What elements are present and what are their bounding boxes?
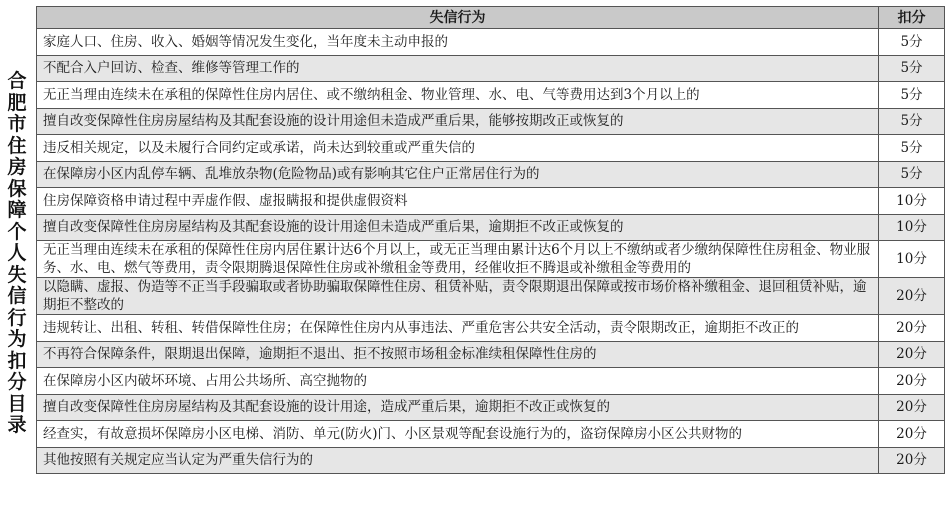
table-row — [37, 82, 945, 109]
table-row — [37, 421, 945, 448]
side-title-char: 障 — [7, 199, 27, 222]
side-title-char: 市 — [7, 113, 27, 136]
behavior-cell: 在保障房小区内破坏环境、占用公共场所、高空抛物的 — [37, 368, 879, 395]
table-row — [37, 214, 945, 241]
points-cell: 20分 — [879, 368, 945, 395]
header-behavior: 失信行为 — [37, 7, 879, 29]
points-cell: 20分 — [879, 278, 945, 315]
behavior-cell: 擅自改变保障性住房房屋结构及其配套设施的设计用途，造成严重后果，逾期拒不改正或恢复的 — [37, 394, 879, 421]
table-header-row — [37, 7, 945, 29]
side-title-char: 保 — [7, 177, 27, 200]
side-title-char: 合 — [7, 70, 27, 93]
side-title-char: 人 — [7, 242, 27, 265]
table-row — [37, 315, 945, 342]
points-cell: 5分 — [879, 29, 945, 56]
table-row — [37, 108, 945, 135]
side-title-char: 个 — [7, 220, 27, 243]
behavior-cell: 以隐瞒、虚报、伪造等不正当手段骗取或者协助骗取保障性住房、租赁补贴，责令限期退出保障或按市场价格补缴租金、退回租赁补贴，逾期拒不整改的 — [37, 278, 879, 315]
behavior-cell: 不再符合保障条件，限期退出保障，逾期拒不退出、拒不按照市场租金标准续租保障性住房的 — [37, 341, 879, 368]
points-cell: 10分 — [879, 214, 945, 241]
behavior-cell: 在保障房小区内乱停车辆、乱堆放杂物(危险物品)或有影响其它住户正常居住行为的 — [37, 161, 879, 188]
points-cell: 20分 — [879, 447, 945, 474]
behavior-cell: 家庭人口、住房、收入、婚姻等情况发生变化，当年度未主动申报的 — [37, 29, 879, 56]
side-title-char: 分 — [7, 371, 27, 394]
behavior-cell: 住房保障资格申请过程中弄虚作假、虚报瞒报和提供虚假资料 — [37, 188, 879, 215]
side-title-char: 失 — [7, 263, 27, 286]
table-row — [37, 29, 945, 56]
table-body — [37, 29, 945, 474]
side-title-char: 信 — [7, 285, 27, 308]
deduction-table — [36, 6, 945, 474]
behavior-cell: 经查实，有故意损坏保障房小区电梯、消防、单元(防火)门、小区景观等配套设施行为的，盗窃保障房小区公共财物的 — [37, 421, 879, 448]
points-cell: 20分 — [879, 315, 945, 342]
side-title-char: 扣 — [7, 349, 27, 372]
points-cell: 20分 — [879, 421, 945, 448]
behavior-cell: 擅自改变保障性住房房屋结构及其配套设施的设计用途但未造成严重后果，能够按期改正或恢复的 — [37, 108, 879, 135]
table-row — [37, 278, 945, 315]
points-cell: 5分 — [879, 108, 945, 135]
behavior-cell: 其他按照有关规定应当认定为严重失信行为的 — [37, 447, 879, 474]
header-points: 扣分 — [879, 7, 945, 29]
side-title-char: 行 — [7, 306, 27, 329]
side-title-char: 房 — [7, 156, 27, 179]
table-row — [37, 188, 945, 215]
behavior-cell: 不配合入户回访、检查、维修等管理工作的 — [37, 55, 879, 82]
side-title-char: 为 — [7, 328, 27, 351]
side-title-char: 目 — [7, 392, 27, 415]
points-cell: 5分 — [879, 55, 945, 82]
behavior-cell: 无正当理由连续未在承租的保障性住房内居住累计达6个月以上，或无正当理由累计达6个月以上不缴纳或者少缴纳保障性住房租金、物业服务、水、电、燃气等费用，责令限期腾退保障性住房或补缴租金等费用，经催收拒不腾退或补缴租金等费用的 — [37, 241, 879, 278]
behavior-cell: 违规转让、出租、转租、转借保障性住房；在保障性住房内从事违法、严重危害公共安全活动，责令限期改正，逾期拒不改正的 — [37, 315, 879, 342]
points-cell: 10分 — [879, 241, 945, 278]
table-row — [37, 241, 945, 278]
behavior-cell: 无正当理由连续未在承租的保障性住房内居住、或不缴纳租金、物业管理、水、电、气等费用达到3个月以上的 — [37, 82, 879, 109]
behavior-cell: 擅自改变保障性住房房屋结构及其配套设施的设计用途但未造成严重后果，逾期拒不改正或恢复的 — [37, 214, 879, 241]
side-title — [2, 6, 32, 502]
behavior-cell: 违反相关规定，以及未履行合同约定或承诺，尚未达到较重或严重失信的 — [37, 135, 879, 162]
points-cell: 5分 — [879, 135, 945, 162]
points-cell: 10分 — [879, 188, 945, 215]
table-row — [37, 55, 945, 82]
points-cell: 20分 — [879, 394, 945, 421]
deduction-table-wrapper — [36, 6, 944, 474]
points-cell: 5分 — [879, 82, 945, 109]
table-row — [37, 161, 945, 188]
points-cell: 20分 — [879, 341, 945, 368]
table-row — [37, 447, 945, 474]
table-row — [37, 135, 945, 162]
points-cell: 5分 — [879, 161, 945, 188]
table-row — [37, 394, 945, 421]
side-title-char: 住 — [7, 134, 27, 157]
side-title-char: 肥 — [7, 91, 27, 114]
side-title-char: 录 — [7, 414, 27, 437]
table-row — [37, 341, 945, 368]
table-row — [37, 368, 945, 395]
